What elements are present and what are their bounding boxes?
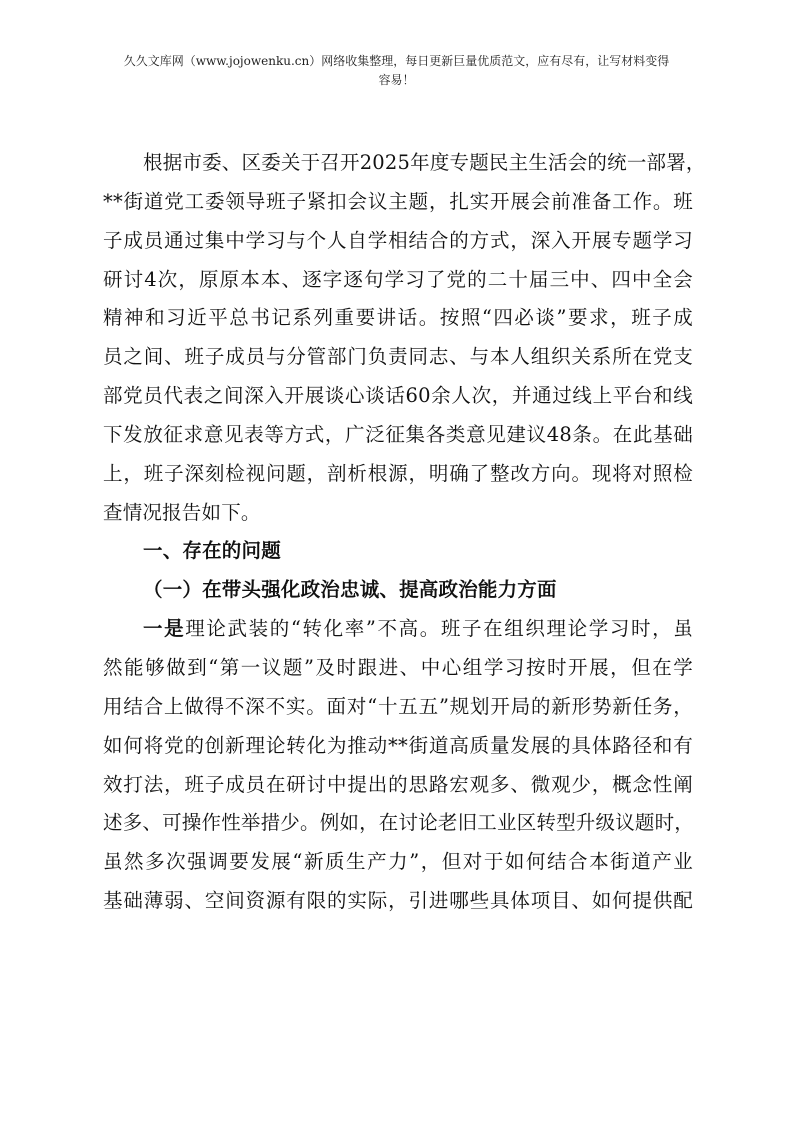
paragraph-2-line: 然能够做到“第一议题”及时跟进、中心组学习按时开展，但在学 (103, 655, 693, 679)
paragraph-2-line: 述多、可操作性举措少。例如，在讨论老旧工业区转型升级议题时， (103, 811, 695, 835)
paragraph-1-line: 下发放征求意见表等方式，广泛征集各类意见建议48条。在此基础 (103, 422, 693, 446)
paragraph-1-line: 查情况报告如下。 (103, 500, 261, 524)
section-heading: 一、存在的问题 (143, 539, 281, 563)
paragraph-1-line: 部党员代表之间深入开展谈心谈话60余人次，并通过线上平台和线 (103, 384, 693, 408)
header-line-2: 容易！ (378, 73, 415, 87)
paragraph-1-line: **街道党工委领导班子紧扣会议主题，扎实开展会前准备工作。班 (103, 189, 693, 213)
paragraph-2-line: 基础薄弱、空间资源有限的实际，引进哪些具体项目、如何提供配 (103, 889, 693, 913)
paragraph-2-first-line (103, 610, 693, 649)
paragraph-2-line: 效打法，班子成员在研讨中提出的思路宏观多、微观少，概念性阐 (103, 772, 693, 796)
document-body (103, 144, 706, 921)
paragraph-2-lead: 一是 (143, 617, 186, 641)
paragraph-2-line: 如何将党的创新理论转化为推动**街道高质量发展的具体路径和有 (103, 733, 693, 757)
header-line-1: 久久文库网（www.jojowenku.cn）网络收集整理，每日更新巨量优质范文，应有尽有，让写材料变得 (123, 54, 670, 68)
paragraph-1-line: 研讨4次，原原本本、逐字逐句学习了党的二十届三中、四中全会 (103, 267, 693, 291)
paragraph-2-line: 用结合上做得不深不实。面对“十五五”规划开局的新形势新任务， (103, 694, 693, 718)
paragraph-1-line: 精神和习近平总书记系列重要讲话。按照“四必谈”要求，班子成 (103, 306, 693, 330)
paragraph-1-line: 根据市委、区委关于召开2025年度专题民主生活会的统一部署， (143, 151, 706, 174)
paragraph-1-line: 上，班子深刻检视问题，剖析根源，明确了整改方向。现将对照检 (103, 461, 693, 485)
subsection-heading: （一）在带头强化政治忠诚、提高政治能力方面 (143, 578, 557, 602)
page-header (90, 52, 703, 90)
paragraph-2-first-rest: 理论武装的“转化率”不高。班子在组织理论学习时，虽 (185, 617, 693, 641)
paragraph-2-line: 虽然多次强调要发展“新质生产力”，但对于如何结合本街道产业 (103, 850, 693, 874)
paragraph-1-line: 子成员通过集中学习与个人自学相结合的方式，深入开展专题学习 (103, 228, 693, 252)
paragraph-1-line: 员之间、班子成员与分管部门负责同志、与本人组织关系所在党支 (103, 345, 693, 369)
